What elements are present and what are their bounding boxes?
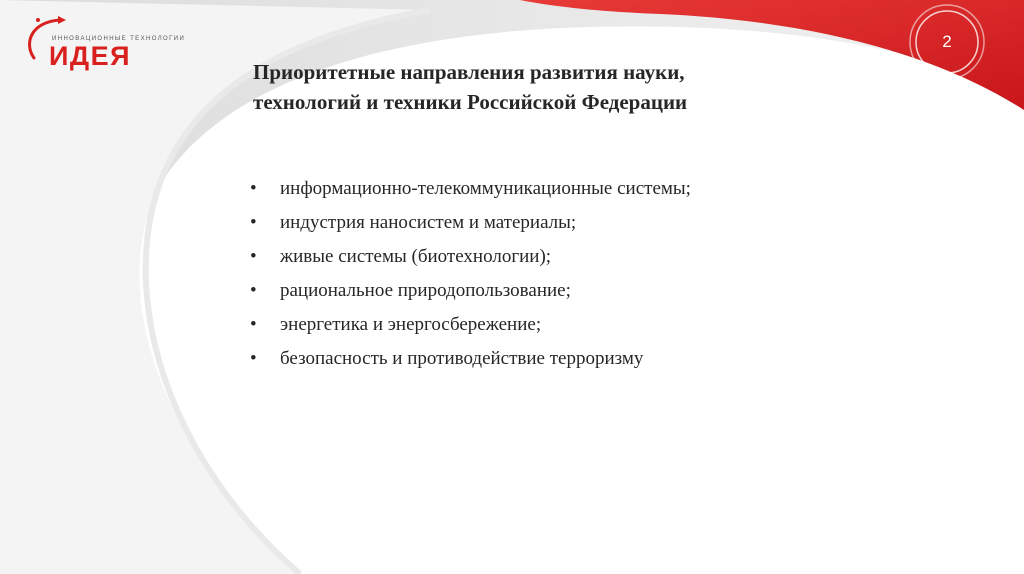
bullet-icon: • [250, 246, 257, 267]
bullet-icon: • [250, 178, 257, 199]
slide-title [253, 57, 853, 117]
logo-tagline: ИННОВАЦИОННЫЕ ТЕХНОЛОГИИ [52, 36, 186, 42]
logo-wordmark: ИДЕЯ [49, 41, 132, 71]
list-item [250, 207, 900, 241]
list-item-text: живые системы (биотехнологии); [280, 246, 552, 267]
list-item [250, 309, 900, 343]
list-item [250, 241, 900, 275]
list-item-text: рациональное природопользование; [280, 280, 571, 301]
bullet-icon: • [250, 280, 257, 301]
bullet-icon: • [250, 314, 257, 335]
page-number: 2 [942, 32, 952, 51]
list-item-text: информационно-телекоммуникационные системы; [280, 178, 691, 199]
list-item [250, 343, 900, 377]
list-item [250, 275, 900, 309]
slide-title-line: Приоритетные направления развития науки, [253, 60, 685, 84]
bullet-icon: • [250, 212, 257, 233]
bullet-icon: • [250, 348, 257, 369]
slide-title-line: технологий и техники Российской Федерации [253, 90, 688, 114]
list-item-text: индустрия наносистем и материалы; [280, 212, 577, 233]
bullet-list [250, 173, 900, 377]
list-item [250, 173, 900, 207]
list-item-text: безопасность и противодействие терроризму [280, 348, 644, 369]
logo [22, 14, 186, 71]
list-item-text: энергетика и энергосбережение; [280, 314, 542, 335]
